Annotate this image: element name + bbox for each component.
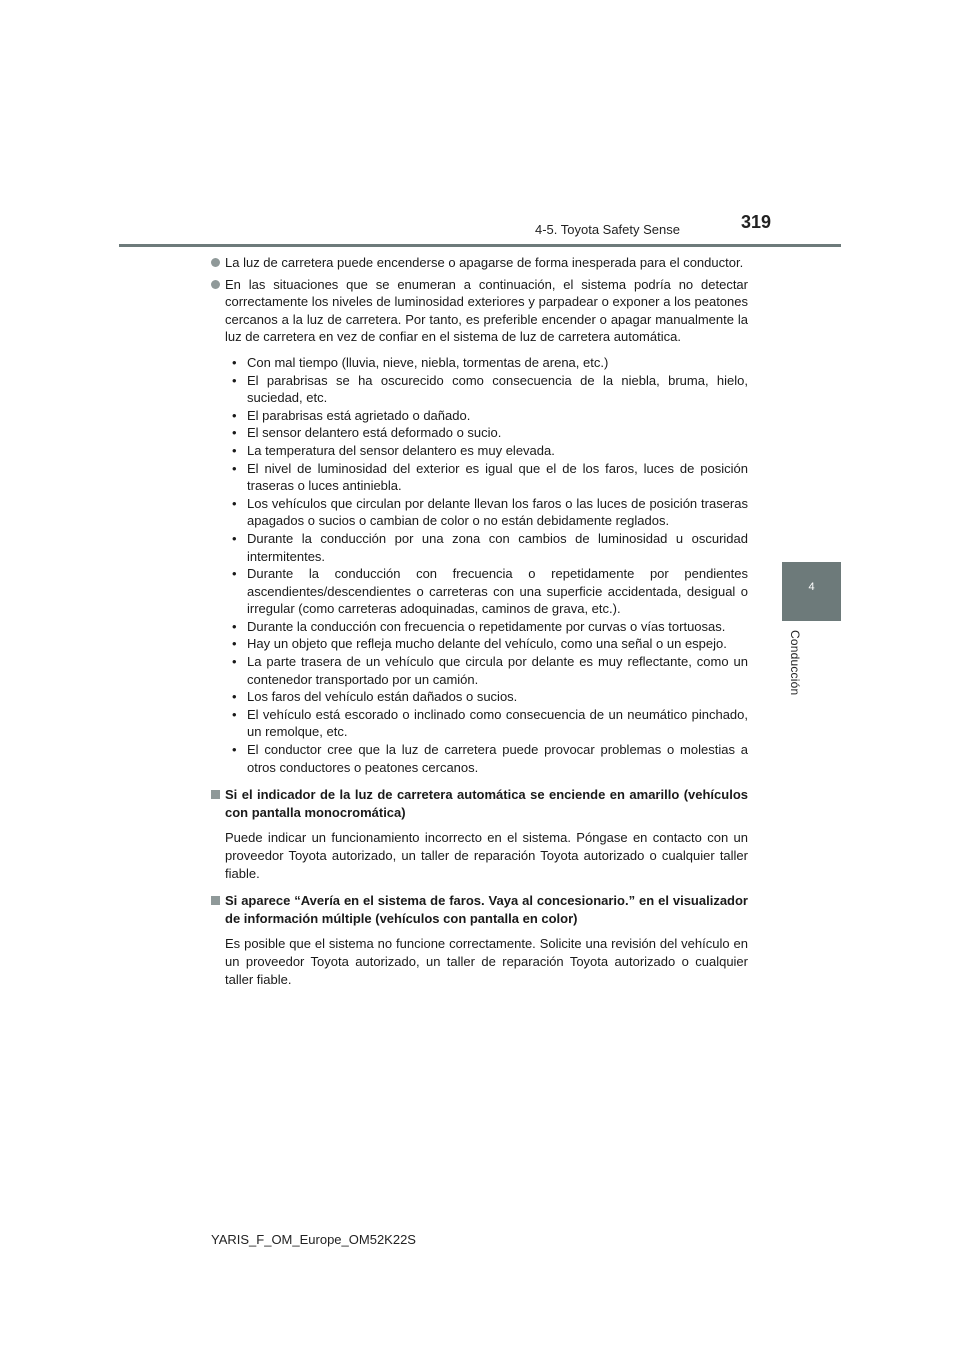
chapter-number: 4: [808, 581, 815, 593]
list-item: • Los vehículos que circulan por delante llevan los faros o las luces de posición traseras apagados o sucios o cambian de color o no están debidamente reglados.: [232, 495, 748, 530]
list-item: • El parabrisas está agrietado o dañado.: [232, 407, 748, 425]
section-body: Puede indicar un funcionamiento incorrecto en el sistema. Póngase en contacto con un proveedor Toyota autorizado, un taller de reparación Toyota autorizado o cualquier taller fiable.: [225, 830, 748, 881]
list-item: • El sensor delantero está deformado o sucio.: [232, 424, 748, 442]
section-body: Es posible que el sistema no funcione correctamente. Solicite una revisión del vehículo en un proveedor Toyota autorizado, un taller de reparación Toyota autorizado o cualquier taller fiable.: [225, 936, 748, 987]
bullet-text: La luz de carretera puede encenderse o apagarse de forma inesperada para el conductor.: [225, 255, 744, 270]
page-content: [211, 254, 748, 988]
square-bullet-icon: [211, 790, 220, 799]
section-heading-text: Si el indicador de la luz de carretera automática se enciende en amarillo (vehículos con pantalla monocromática): [225, 787, 748, 820]
list-item: • Con mal tiempo (lluvia, nieve, niebla, tormentas de arena, etc.): [232, 354, 748, 372]
list-item: • La temperatura del sensor delantero es muy elevada.: [232, 442, 748, 460]
list-item: • Los faros del vehículo están dañados o sucios.: [232, 688, 748, 706]
header-section-title: 4-5. Toyota Safety Sense: [534, 222, 680, 237]
bullet-item: [211, 276, 748, 346]
bullet-item: [211, 254, 748, 272]
section-heading: [211, 786, 748, 821]
list-item: • El nivel de luminosidad del exterior es igual que el de los faros, luces de posición traseras o luces antiniebla.: [232, 460, 748, 495]
header-rule: [119, 244, 841, 247]
list-item: • El parabrisas se ha oscurecido como consecuencia de la niebla, bruma, hielo, suciedad, etc.: [232, 372, 748, 407]
section-heading: [211, 892, 748, 927]
list-item: • La parte trasera de un vehículo que circula por delante es muy reflectante, como un contenedor transportado por un camión.: [232, 653, 748, 688]
document-code: YARIS_F_OM_Europe_OM52K22S: [211, 1232, 416, 1247]
bullet-text: En las situaciones que se enumeran a continuación, el sistema podría no detectar correctamente los niveles de luminosidad exteriores y parpadear o exponer a los peatones cercanos a la luz de carretera. Por tanto, es preferible encender o apagar manualmente la luz de carretera en vez de confiar en el sistema de luz de carretera automática.: [225, 276, 748, 345]
page-number: 319: [741, 212, 772, 232]
situation-list: [232, 354, 748, 776]
square-bullet-icon: [211, 896, 220, 905]
section-heading-text: Si aparece “Avería en el sistema de faros. Vaya al concesionario.” en el visualizador de información múltiple (vehículos con pantalla en color): [225, 893, 748, 926]
list-item: • Durante la conducción por una zona con cambios de luminosidad u oscuridad intermitentes.: [232, 530, 748, 565]
section-headlight-malfunction: [211, 892, 748, 988]
list-item: • El vehículo está escorado o inclinado como consecuencia de un neumático pinchado, un remolque, etc.: [232, 706, 748, 741]
list-item: • Durante la conducción con frecuencia o repetidamente por curvas o vías tortuosas.: [232, 618, 748, 636]
list-item: • El conductor cree que la luz de carretera puede provocar problemas o molestias a otros conductores o peatones cercanos.: [232, 741, 748, 776]
list-item: • Durante la conducción con frecuencia o repetidamente por pendientes ascendientes/descendientes o carreteras con una superficie accidentada, desigual o irregular (como carreteras adoquinadas, caminos de grava, etc.).: [232, 565, 748, 618]
circle-bullet-icon: [211, 280, 220, 289]
chapter-tab: [782, 562, 841, 621]
section-amber-indicator: [211, 786, 748, 882]
chapter-label: Conducción: [788, 630, 802, 696]
list-item: • Hay un objeto que refleja mucho delante del vehículo, como una señal o un espejo.: [232, 635, 748, 653]
circle-bullet-icon: [211, 258, 220, 267]
